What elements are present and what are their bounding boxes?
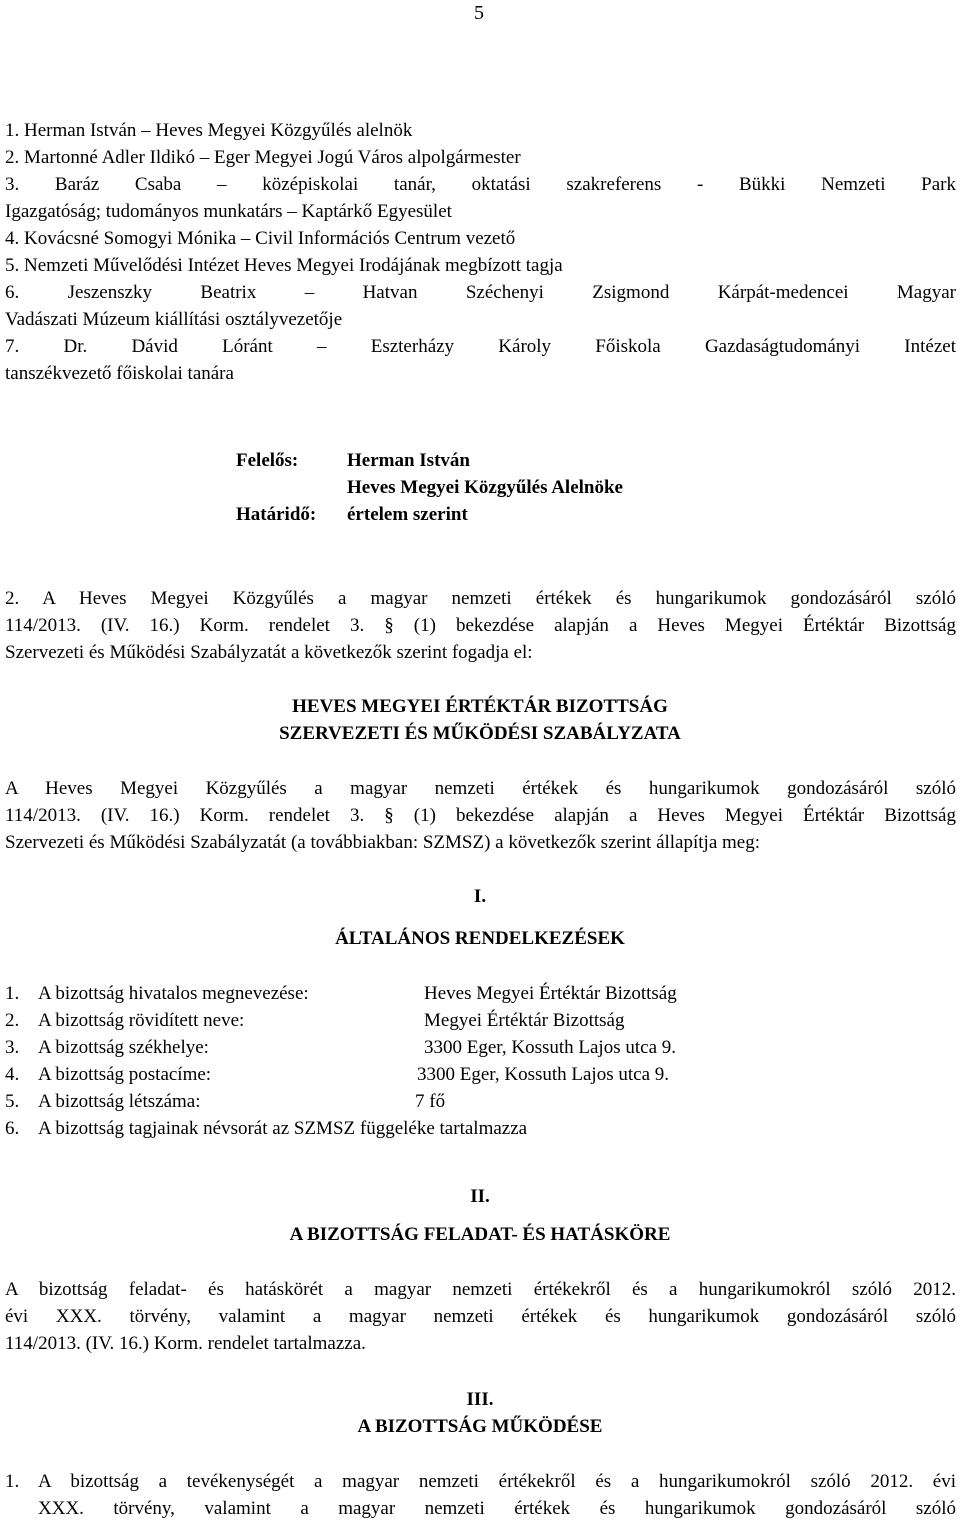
member-line-1: 1. Herman István – Heves Megyei Közgyűlés alelnök: [5, 120, 413, 141]
item-number: 6.: [5, 1118, 20, 1139]
member-line-7b: tanszékvezető főiskolai tanára: [5, 363, 234, 384]
intro-line-2: 114/2013. (IV. 16.) Korm. rendelet 3. § (1) bekezdése alapján a Heves Megyei Értéktár Bizottság: [5, 805, 956, 826]
item-value: Heves Megyei Értéktár Bizottság: [424, 983, 677, 1004]
responsible-block: [236, 447, 623, 528]
resolution-2-line-2: 114/2013. (IV. 16.) Korm. rendelet 3. § (1) bekezdése alapján a Heves Megyei Értéktár Bizottság: [5, 615, 956, 636]
item-label: A bizottság tagjainak névsorát az SZMSZ függeléke tartalmazza: [38, 1118, 528, 1139]
section-3-title: A BIZOTTSÁG MŰKÖDÉSE: [357, 1416, 603, 1437]
member-line-7a: 7. Dr. Dávid Lóránt – Eszterházy Károly Főiskola Gazdaságtudományi Intézet: [5, 336, 956, 357]
page-number: 5: [474, 2, 484, 24]
deadline-label: Határidő:: [236, 504, 317, 525]
member-line-2: 2. Martonné Adler Ildikó – Eger Megyei Jogú Város alpolgármester: [5, 147, 521, 168]
section-1-numeral: I.: [473, 886, 487, 907]
intro-paragraph: [5, 775, 956, 856]
section-3-item-1-line-2: XXX. törvény, valamint a magyar nemzeti értékek és hungarikumok gondozásáról szóló: [38, 1498, 956, 1519]
item-value: 3300 Eger, Kossuth Lajos utca 9.: [417, 1064, 670, 1085]
section-2-paragraph: [5, 1276, 956, 1357]
member-list: [5, 117, 956, 387]
intro-line-3: Szervezeti és Működési Szabályzatát (a továbbiakban: SZMSZ) a következők szerint állapítja meg:: [5, 832, 760, 853]
section-3-numeral: III.: [466, 1389, 494, 1410]
doc-title-line-1: HEVES MEGYEI ÉRTÉKTÁR BIZOTTSÁG: [292, 696, 668, 717]
item-number: 3.: [5, 1037, 20, 1058]
list-item: [5, 1007, 805, 1034]
list-item: [5, 1061, 805, 1088]
member-line-3a: 3. Baráz Csaba – középiskolai tanár, oktatási szakreferens - Bükki Nemzeti Park: [5, 174, 956, 195]
list-item: [5, 1115, 805, 1142]
responsible-label: Felelős:: [236, 450, 299, 471]
responsible-title: Heves Megyei Közgyűlés Alelnöke: [347, 477, 623, 498]
item-value: Megyei Értéktár Bizottság: [424, 1010, 625, 1031]
item-label: A bizottság létszáma:: [38, 1091, 201, 1112]
resolution-2: [5, 585, 956, 666]
section-3-item-1: [5, 1468, 956, 1522]
section-3-item-1-line-1: A bizottság a tevékenységét a magyar nemzeti értékekről és a hungarikumokról szóló 2012. évi: [38, 1471, 956, 1492]
item-value: 3300 Eger, Kossuth Lajos utca 9.: [424, 1037, 677, 1058]
section-2-line-3: 114/2013. (IV. 16.) Korm. rendelet tartalmazza.: [5, 1333, 366, 1354]
member-line-6b: Vadászati Múzeum kiállítási osztályvezetője: [5, 309, 343, 330]
item-number: 4.: [5, 1064, 20, 1085]
intro-line-1: A Heves Megyei Közgyűlés a magyar nemzeti értékek és hungarikumok gondozásáról szóló: [5, 778, 956, 799]
section-2-title: A BIZOTTSÁG FELADAT- ÉS HATÁSKÖRE: [289, 1224, 671, 1245]
item-label: A bizottság postacíme:: [38, 1064, 212, 1085]
resolution-2-line-1: 2. A Heves Megyei Közgyűlés a magyar nemzeti értékek és hungarikumok gondozásáról szóló: [5, 588, 956, 609]
item-label: A bizottság hivatalos megnevezése:: [38, 983, 309, 1004]
item-label: A bizottság székhelye:: [38, 1037, 209, 1058]
list-item: [5, 1034, 805, 1061]
member-line-5: 5. Nemzeti Művelődési Intézet Heves Megyei Irodájának megbízott tagja: [5, 255, 563, 276]
list-item: [5, 1088, 805, 1115]
section-1-title: ÁLTALÁNOS RENDELKEZÉSEK: [335, 928, 625, 949]
section-3-item-1-number: 1.: [5, 1471, 20, 1492]
item-number: 1.: [5, 983, 20, 1004]
item-value: 7 fő: [415, 1091, 446, 1112]
member-line-3b: Igazgatóság; tudományos munkatárs – Kaptárkő Egyesület: [5, 201, 452, 222]
member-line-4: 4. Kovácsné Somogyi Mónika – Civil Információs Centrum vezető: [5, 228, 516, 249]
doc-title-line-2: SZERVEZETI ÉS MŰKÖDÉSI SZABÁLYZATA: [279, 723, 681, 744]
section-2-line-1: A bizottság feladat- és hatáskörét a magyar nemzeti értékekről és a hungarikumokról szóló 2012.: [5, 1279, 956, 1300]
responsible-name: Herman István: [347, 450, 470, 471]
deadline-value: értelem szerint: [347, 504, 468, 525]
section-2-numeral: II.: [470, 1186, 490, 1207]
item-number: 2.: [5, 1010, 20, 1031]
member-line-6a: 6. Jeszenszky Beatrix – Hatvan Széchenyi Zsigmond Kárpát-medencei Magyar: [5, 282, 956, 303]
resolution-2-line-3: Szervezeti és Működési Szabályzatát a következők szerint fogadja el:: [5, 642, 533, 663]
item-label: A bizottság rövidített neve:: [38, 1010, 245, 1031]
general-provisions-list: [5, 980, 805, 1142]
item-number: 5.: [5, 1091, 20, 1112]
list-item: [5, 980, 805, 1007]
section-2-line-2: évi XXX. törvény, valamint a magyar nemzeti értékek és hungarikumok gondozásáról szóló: [5, 1306, 956, 1327]
